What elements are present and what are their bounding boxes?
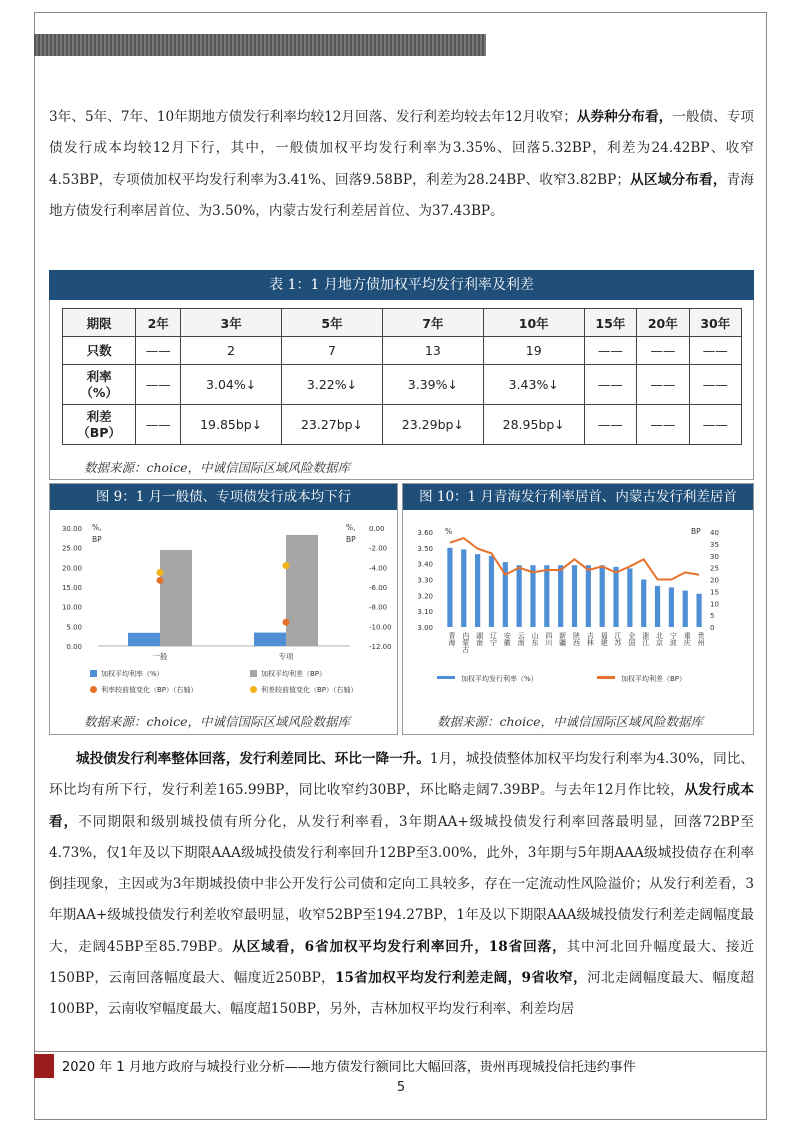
right-axis-label: %, <box>346 523 356 532</box>
table-cell: 23.29bp↓ <box>382 405 483 445</box>
table-cell: —— <box>136 365 181 405</box>
table-cell: —— <box>637 365 689 405</box>
x-tick-label: 浙江 <box>641 632 650 646</box>
table-cell: —— <box>689 365 741 405</box>
legend-swatch <box>250 686 257 693</box>
right-tick-label: 15 <box>710 588 719 597</box>
legend-label: 加权平均利率（%） <box>101 670 164 678</box>
left-tick-label: 3.30 <box>417 576 433 585</box>
table-cell: 7 <box>282 337 383 365</box>
table-cell: 3.39%↓ <box>382 365 483 405</box>
bar-rate <box>128 633 160 646</box>
table-header-cell: 5年 <box>282 309 383 337</box>
table-row-spread <box>63 405 742 445</box>
bar-rate <box>613 567 618 627</box>
row-label: 利率 （%） <box>63 365 136 405</box>
header-bar <box>34 34 486 56</box>
paragraph-1: 3年、5年、7年、10年期地方债发行利率均较12月回落、发行利差均较去年12月收窄；从券种分布看，一般债、专项债发行成本均较12月下行，其中，一般债加权平均发行利率为3.35%、回落5.32BP，利差为24.42BP、收窄4.53BP，专项债加权平均发行利率为3.41%、回落9.58BP，利差为28.24BP、收窄3.82BP；从区域分布看，青海地方债发行利率居首位、为3.50%，内蒙古发行利差居首位、为37.43BP。 <box>49 109 755 219</box>
x-tick-label: 四川 <box>544 632 553 646</box>
table-cell: 23.27bp↓ <box>282 405 383 445</box>
footer-marker <box>34 1054 54 1078</box>
table-cell: 3.04%↓ <box>181 365 282 405</box>
bar-rate <box>641 580 646 628</box>
right-tick-label: 5 <box>710 612 715 621</box>
right-tick-label: -10.00 <box>369 623 392 632</box>
x-tick-label: 青海 <box>447 632 456 646</box>
table-cell: —— <box>136 337 181 365</box>
left-tick-label: 3.50 <box>417 544 433 553</box>
table-cell: —— <box>637 405 689 445</box>
figure-9 <box>49 483 398 735</box>
table-row-rate <box>63 365 742 405</box>
point-rate-change <box>283 619 290 626</box>
bar-rate <box>683 591 688 627</box>
figure-9-source: 数据来源：choice，中诚信国际区域风险数据库 <box>84 714 350 729</box>
right-tick-label: -6.00 <box>369 584 388 592</box>
table-cell: 3.22%↓ <box>282 365 383 405</box>
x-tick-label: 一般 <box>152 652 168 661</box>
right-tick-label: -12.00 <box>369 643 392 651</box>
x-tick-label: 全国 <box>627 632 636 646</box>
table-header-cell: 7年 <box>382 309 483 337</box>
right-axis-label: BP <box>691 527 701 536</box>
bar-rate <box>558 565 563 627</box>
legend-swatch <box>90 670 97 677</box>
legend-swatch <box>597 676 615 679</box>
table-cell: —— <box>637 337 689 365</box>
table-cell: —— <box>136 405 181 445</box>
table-1-title: 表 1：1 月地方债加权平均发行利率及利差 <box>49 270 754 300</box>
left-axis-label: %, <box>92 523 102 532</box>
table-cell: 2 <box>181 337 282 365</box>
left-axis-label: BP <box>92 535 102 544</box>
bar-rate <box>669 587 674 627</box>
figure-10-chart <box>403 484 755 736</box>
table-header-cell: 期限 <box>63 309 136 337</box>
table-row-count <box>63 337 742 365</box>
legend-swatch <box>437 676 455 679</box>
x-tick-label: 福建 <box>600 632 609 646</box>
figure-9-chart <box>50 484 399 736</box>
right-tick-label: 40 <box>710 529 719 537</box>
table-cell: 19 <box>483 337 584 365</box>
point-rate-change <box>157 577 164 584</box>
legend-label: 利差较前值变化（BP）（右轴） <box>261 686 358 694</box>
right-tick-label: -2.00 <box>369 544 388 553</box>
table-1-source: 数据来源：choice，中诚信国际区域风险数据库 <box>84 460 350 475</box>
table-cell: 28.95bp↓ <box>483 405 584 445</box>
bar-rate <box>600 565 605 627</box>
x-tick-label: 吉林 <box>586 632 595 646</box>
table-cell: —— <box>584 405 636 445</box>
row-label: 只数 <box>63 337 136 365</box>
right-tick-label: 20 <box>710 576 719 585</box>
x-tick-label: 重庆 <box>683 632 692 646</box>
bar-rate <box>254 633 286 646</box>
legend-label: 加权平均利差（BP） <box>621 675 687 683</box>
table-header-cell: 15年 <box>584 309 636 337</box>
paragraph-2: 城投债发行利率整体回落，发行利差同比、环比一降一升。1月，城投债整体加权平均发行利率为4.30%，同比、环比均有所下行，发行利差165.99BP，同比收窄约30BP，环比略走阔7.39BP。与去年12月作比较，从发行成本看，不同期限和级别城投债有所分化，从发行利率看，3年期AA+级城投债发行利率回落最明显，回落72BP至4.73%，仅1年及以下期限AAA级城投债发行利率回升12BP至3.00%，此外，3年期与5年期AAA级城投债存在利率倒挂现象，主因或为3年期城投债中非公开发行公司债和定向工具较多，存在一定流动性风险溢价；从发行利差看，3年期AA+级城投债发行利差收窄最明显，收窄52BP至194.27BP，1年及以下期限AAA级城投债发行利差走阔幅度最大，走阔45BP至85.79BP。从区域看，6省加权平均发行利率回升，18省回落，其中河北回升幅度最大、接近150BP，云南回落幅度最大、幅度近250BP，15省加权平均发行利差走阔，9省收窄，河北走阔幅度最大、幅度超100BP，云南收窄幅度最大、幅度超150BP，另外，吉林加权平均发行利率、利差均居 <box>49 751 755 1018</box>
table-cell: 3.43%↓ <box>483 365 584 405</box>
right-tick-label: 25 <box>710 564 719 573</box>
legend-swatch <box>90 686 97 693</box>
left-tick-label: 3.20 <box>417 592 433 601</box>
bar-rate <box>461 549 466 627</box>
right-tick-label: 30 <box>710 552 719 561</box>
table-cell: 13 <box>382 337 483 365</box>
bar-rate <box>475 554 480 627</box>
point-spread-change <box>157 569 164 576</box>
right-axis-label: BP <box>346 535 356 544</box>
bar-rate <box>489 556 494 627</box>
bar-rate <box>627 568 632 627</box>
legend-label: 加权平均利差（BP） <box>261 670 327 678</box>
rate-spread-table <box>62 308 742 445</box>
right-tick-label: 35 <box>710 540 719 549</box>
legend-swatch <box>250 670 257 677</box>
left-tick-label: 3.10 <box>417 608 433 617</box>
left-tick-label: 25.00 <box>61 544 82 553</box>
bar-rate <box>447 548 452 627</box>
bar-rate <box>530 565 535 627</box>
table-cell: 19.85bp↓ <box>181 405 282 445</box>
left-axis-label: % <box>445 527 453 536</box>
x-tick-label: 江苏 <box>614 632 623 646</box>
x-tick-label: 北京 <box>655 632 664 646</box>
left-tick-label: 5.00 <box>66 623 82 632</box>
table-header-row <box>63 309 742 337</box>
right-tick-label: 0 <box>710 624 715 632</box>
point-spread-change <box>283 562 290 569</box>
footer-title: 2020 年 1 月地方政府与城投行业分析——地方债发行额同比大幅回落，贵州再现城投信托违约事件 <box>62 1060 636 1075</box>
table-cell: —— <box>584 365 636 405</box>
table-cell: —— <box>584 337 636 365</box>
left-tick-label: 3.60 <box>417 529 433 537</box>
x-tick-label: 山东 <box>530 632 539 646</box>
x-tick-label: 专项 <box>278 652 294 661</box>
figure-10-title: 图 10：1 月青海发行利率居首、内蒙古发行利差居首 <box>403 484 753 510</box>
right-tick-label: -4.00 <box>369 564 388 573</box>
left-tick-label: 0.00 <box>66 643 82 651</box>
figure-10 <box>402 483 754 735</box>
left-tick-label: 3.00 <box>417 624 433 632</box>
x-tick-label: 陕西 <box>572 632 581 646</box>
x-tick-label: 安徽 <box>503 632 512 646</box>
row-label: 利差 （BP） <box>63 405 136 445</box>
x-tick-label: 宁波 <box>669 632 678 646</box>
bar-rate <box>572 565 577 627</box>
right-tick-label: -8.00 <box>369 603 388 612</box>
table-header-cell: 2年 <box>136 309 181 337</box>
figure-10-source: 数据来源：choice，中诚信国际区域风险数据库 <box>437 714 703 729</box>
bar-rate <box>586 565 591 627</box>
left-tick-label: 10.00 <box>61 603 82 612</box>
right-tick-label: 0.00 <box>369 525 385 533</box>
footer-divider <box>34 1051 767 1052</box>
legend-label: 利率较前值变化（BP）（右轴） <box>101 686 198 694</box>
x-tick-label: 辽宁 <box>489 632 498 646</box>
bar-rate <box>544 565 549 627</box>
x-tick-label: 云南 <box>517 632 526 646</box>
table-cell: —— <box>689 405 741 445</box>
bar-rate <box>696 594 701 627</box>
bar-spread <box>286 535 318 646</box>
bar-rate <box>517 565 522 627</box>
left-tick-label: 3.40 <box>417 560 433 569</box>
x-tick-label: 新疆 <box>558 632 567 646</box>
table-header-cell: 3年 <box>181 309 282 337</box>
left-tick-label: 20.00 <box>61 564 82 573</box>
table-cell: —— <box>689 337 741 365</box>
left-tick-label: 15.00 <box>61 584 82 592</box>
x-tick-label: 贵州 <box>697 632 706 646</box>
right-tick-label: 10 <box>710 600 719 609</box>
table-header-cell: 10年 <box>483 309 584 337</box>
bar-rate <box>655 586 660 627</box>
bar-spread <box>160 550 192 646</box>
x-tick-label: 内蒙古 <box>461 632 470 653</box>
figure-9-title: 图 9：1 月一般债、专项债发行成本均下行 <box>50 484 397 510</box>
legend-label: 加权平均发行利率（%） <box>461 675 538 683</box>
left-tick-label: 30.00 <box>61 525 82 533</box>
page-number: 5 <box>396 1080 406 1095</box>
x-tick-label: 湖南 <box>475 632 484 646</box>
table-header-cell: 20年 <box>637 309 689 337</box>
table-header-cell: 30年 <box>689 309 741 337</box>
